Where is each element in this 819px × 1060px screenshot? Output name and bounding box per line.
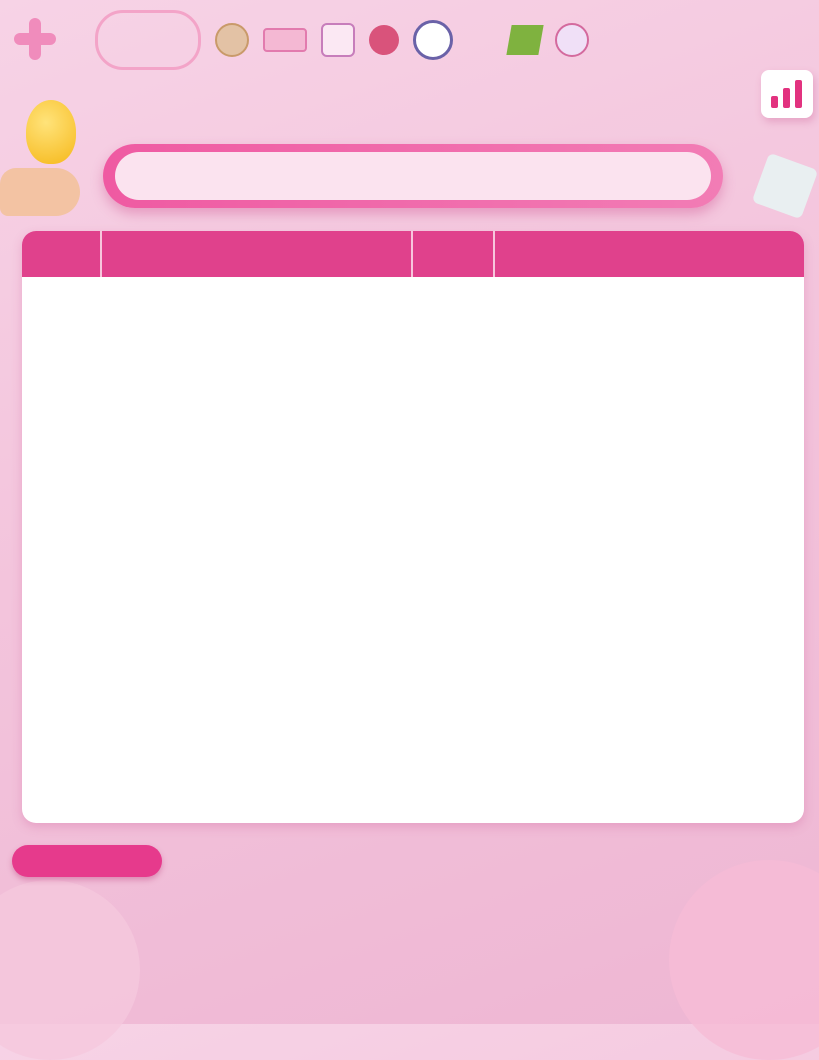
announcement-banner	[103, 144, 723, 208]
plus-decoration	[14, 18, 56, 60]
partner-logo	[321, 23, 355, 57]
header-team-right	[495, 231, 804, 277]
lightbulb-icon	[26, 100, 76, 164]
event-title	[98, 58, 758, 138]
hand-decoration	[0, 168, 80, 216]
header-no-left	[22, 231, 102, 277]
notes-label	[12, 845, 162, 877]
header-team-left	[102, 231, 413, 277]
team-table	[22, 231, 804, 823]
school-seal-logo	[215, 23, 249, 57]
background-blob	[669, 860, 819, 1060]
table-header	[22, 231, 804, 277]
background-blob	[0, 880, 140, 1060]
partner-logo	[263, 28, 307, 52]
partner-logo	[555, 23, 589, 57]
cube-decoration	[752, 153, 819, 220]
university-logo	[413, 20, 453, 60]
inex-logo	[506, 25, 543, 55]
bar-chart-icon	[761, 70, 813, 118]
header-no-right	[413, 231, 495, 277]
notes-list	[178, 840, 798, 843]
partner-logo	[369, 25, 399, 55]
